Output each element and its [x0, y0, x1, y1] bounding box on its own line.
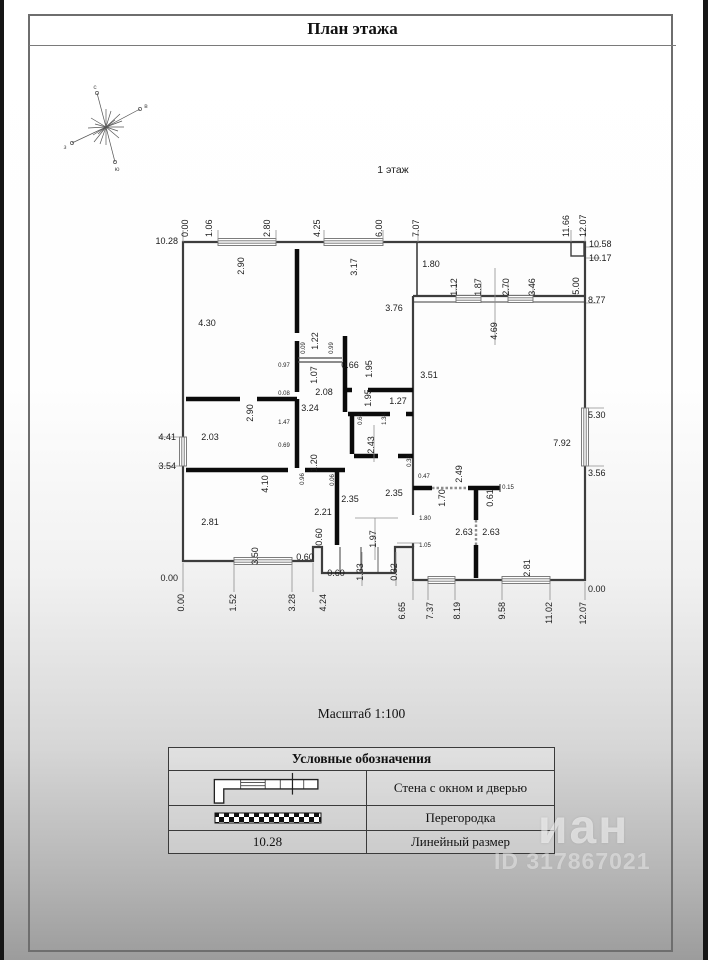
legend-row-label: Перегородка — [425, 810, 496, 825]
dimension-label: 0.00 — [588, 584, 606, 594]
dimension-label: 1.07 — [309, 366, 319, 384]
dimension-label: 1.95 — [363, 389, 373, 407]
dimension-label: 6.65 — [397, 602, 407, 620]
dimension-label: 0.09 — [301, 342, 307, 354]
dimension-label: 3.24 — [301, 403, 319, 413]
dimension-label: 1.20 — [309, 454, 319, 472]
dimension-label: 8.77 — [588, 295, 606, 305]
wall-with-window-and-door-icon — [207, 772, 329, 804]
dimension-label: 4.24 — [318, 594, 328, 612]
dimension-label: 1.87 — [473, 278, 483, 296]
legend-row-label: Линейный размер — [410, 834, 511, 849]
dimension-label: 1.80 — [419, 516, 431, 522]
dimension-label: 12.07 — [578, 214, 588, 237]
dimension-label: 2.90 — [245, 404, 255, 422]
dimension-label: 0.00 — [180, 219, 190, 237]
dimension-label: 2.63 — [455, 527, 473, 537]
dimension-label: 1.33 — [355, 563, 365, 581]
dimension-label: 0.61 — [485, 489, 495, 507]
dimension-label: 11.02 — [544, 602, 554, 624]
dimension-label: 4.69 — [489, 322, 499, 340]
legend-header: Условные обозначения — [169, 748, 554, 771]
dimension-label: 1.80 — [422, 259, 440, 269]
legend-row-label: Стена с окном и дверью — [393, 780, 528, 795]
dimension-label: 1.47 — [278, 420, 290, 426]
legend-symbol-cell — [169, 806, 367, 830]
compass-east-label: в — [144, 103, 148, 110]
compass-north-label: с — [93, 84, 97, 91]
dimension-label: 4.25 — [312, 219, 322, 237]
dimension-label: 0.00 — [176, 594, 186, 612]
dimension-label: 3.17 — [349, 258, 359, 276]
scale-label: Масштаб 1:100 — [317, 706, 406, 721]
compass-icon — [64, 84, 149, 173]
watermark-brand: иан — [538, 801, 630, 854]
outer-walls — [183, 242, 585, 580]
dimension-label: 2.80 — [262, 219, 272, 237]
dimension-label: 1.06 — [204, 219, 214, 237]
dimension-label: 4.10 — [260, 475, 270, 493]
dimension-label: 0.66 — [341, 360, 359, 370]
dimension-label: 2.81 — [522, 559, 532, 577]
dimension-label: 3.50 — [250, 547, 260, 565]
dimension-label: 1.70 — [437, 489, 447, 507]
legend-row-wall — [169, 771, 554, 806]
dimension-label: 2.43 — [366, 436, 376, 454]
dimension-label: 1.97 — [368, 530, 378, 548]
dimension-label: 10.17 — [589, 253, 612, 263]
dimension-label: 12.07 — [578, 602, 588, 625]
dimension-label: 4.30 — [198, 318, 216, 328]
floor-label: 1 этаж — [377, 164, 409, 176]
dimension-label: 0.47 — [418, 474, 430, 480]
dimension-label: 1.27 — [389, 396, 407, 406]
dimension-label: 3.51 — [420, 370, 438, 380]
compass-south-label: ю — [114, 166, 120, 173]
dimension-label: 9.58 — [497, 602, 507, 620]
dimension-label: 3.28 — [287, 594, 297, 612]
dimension-label: 0.60 — [314, 528, 324, 546]
watermark-id: ID 317867021 — [494, 848, 651, 874]
dimension-label: 3.54 — [158, 461, 176, 471]
dimension-label: 0.00 — [160, 573, 178, 583]
dimension-label: 0.61 — [358, 413, 364, 425]
dimension-label: 5.00 — [571, 277, 581, 295]
legend-symbol-cell — [169, 771, 367, 805]
dimension-label: 0.60 — [296, 552, 314, 562]
dimension-label: 1.05 — [419, 543, 431, 549]
dimension-label: 1.34 — [382, 413, 388, 425]
dimension-label: 1.95 — [364, 360, 374, 378]
dimension-label: 6.00 — [374, 219, 384, 237]
dimension-label: 2.70 — [501, 278, 511, 296]
partition-icon — [214, 812, 322, 824]
dimension-label: 0.97 — [278, 363, 290, 369]
dimension-label: 8.19 — [452, 602, 462, 620]
dimension-label: 2.63 — [482, 527, 500, 537]
dimension-label: 0.33 — [407, 455, 413, 467]
dimension-label: 2.08 — [315, 387, 333, 397]
legend-dimension-value: 10.28 — [169, 831, 367, 853]
dimension-label: 0.69 — [278, 443, 290, 449]
dimension-label: 3.76 — [385, 303, 403, 313]
dimension-label: 7.37 — [425, 602, 435, 620]
dimension-label: 2.21 — [314, 507, 332, 517]
dimension-label: 2.90 — [236, 257, 246, 275]
dimension-label: 2.35 — [385, 488, 403, 498]
dimension-label: 3.56 — [588, 468, 606, 478]
dimension-label: 2.03 — [201, 432, 219, 442]
dimension-label: 7.07 — [411, 219, 421, 237]
dimension-label: 1.12 — [449, 278, 459, 296]
dimension-label: 0.08 — [278, 391, 290, 397]
dimension-label: 3.46 — [527, 278, 537, 296]
dimension-label: 5.30 — [588, 410, 606, 420]
dimension-label: 0.99 — [329, 342, 335, 354]
dimension-label: 4.41 — [158, 432, 176, 442]
dimension-label: 1.22 — [310, 332, 320, 350]
dimension-label: 2.81 — [201, 517, 219, 527]
legend-row-partition — [169, 806, 554, 831]
legend-table — [168, 747, 555, 854]
dimension-label: 0.32 — [389, 563, 399, 581]
dimension-label: 10.28 — [155, 236, 178, 246]
dimension-label: 2.35 — [341, 494, 359, 504]
dimension-label: 0.06 — [330, 474, 336, 486]
dimension-label: 11.66 — [561, 215, 571, 237]
dimension-label: 0.96 — [300, 473, 306, 485]
dimension-label: 7.92 — [553, 438, 571, 448]
dimension-label: 10.58 — [589, 239, 612, 249]
dimension-label: 0.60 — [327, 568, 345, 578]
compass-west-label: з — [63, 144, 67, 151]
dimension-label: 2.49 — [454, 465, 464, 483]
dimension-label: 1.52 — [228, 594, 238, 612]
page-title: План этажа — [307, 19, 398, 38]
dimension-label: 0.15 — [502, 485, 514, 491]
